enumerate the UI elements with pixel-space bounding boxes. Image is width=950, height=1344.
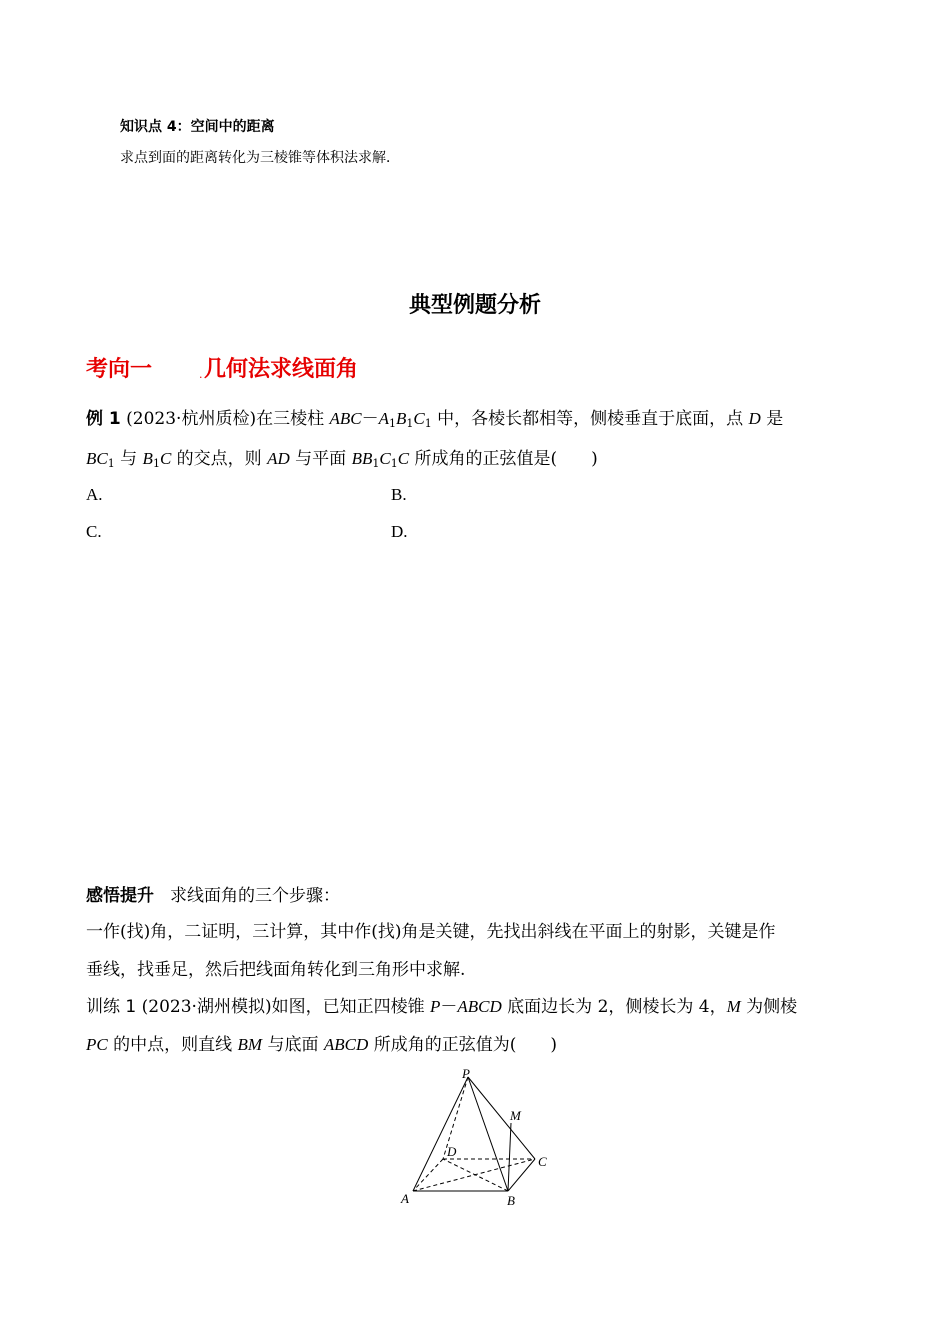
text-run: 如图，已知正四棱锥 (271, 997, 430, 1017)
subscript: 1 (424, 417, 432, 430)
text-run: 是 (760, 409, 784, 429)
edge-pc (468, 1077, 535, 1159)
text-run: 底面边长为 2，侧棱长为 4， (501, 997, 727, 1017)
insight-lead: 求线面角的三个步骤： (170, 886, 340, 906)
training-line-2 (86, 1035, 557, 1055)
text-run: 为侧棱 (740, 997, 798, 1017)
direction-dot: . (199, 368, 203, 381)
insight-line-1: 一作(找)角，二证明，三计算，其中作(找)角是关键，先找出斜线在平面上的射影，关键是作 (86, 922, 776, 942)
knowledge-point-text: 求点到面的距离转化为三棱锥等体积法求解． (120, 150, 400, 166)
training-label: 训练 1 (86, 997, 137, 1017)
subscript: 1 (107, 457, 115, 470)
section-title: 典型例题分析 (408, 293, 541, 318)
text-run: 的中点，则直线 (107, 1035, 238, 1055)
math-run: P (429, 997, 441, 1016)
text-run: － (440, 997, 458, 1017)
math-run: ABCD (457, 997, 502, 1016)
math-run: B (396, 409, 407, 428)
subscript: 1 (372, 457, 380, 470)
math-run: BB (351, 449, 373, 468)
math-run: B (142, 449, 153, 468)
label-a: A (401, 1191, 409, 1206)
edge-pa (413, 1077, 468, 1191)
training-source: (2023·湖州模拟) (141, 997, 272, 1017)
math-run: D (748, 409, 761, 428)
knowledge-point-title: 知识点 4：空间中的距离 (120, 119, 275, 135)
training-line-1 (86, 997, 797, 1017)
subscript: 1 (152, 457, 160, 470)
direction-label: 考向一 (86, 357, 153, 382)
direction-title: 几何法求线面角 (204, 357, 359, 382)
math-run: C (413, 409, 425, 428)
subscript: 1 (406, 417, 414, 430)
math-run: M (726, 997, 741, 1016)
text-run: 与平面 (289, 449, 352, 469)
math-run: ABC (329, 409, 362, 428)
example-source: (2023·杭州质检) (126, 409, 257, 429)
edge-bc (508, 1159, 535, 1191)
insight-label: 感悟提升 (86, 886, 154, 906)
text-run: 在三棱柱 (256, 409, 330, 429)
pyramid-figure (398, 1065, 558, 1210)
edge-da-hidden (413, 1159, 443, 1191)
math-run: AD (267, 449, 290, 468)
text-run: 与底面 (262, 1035, 324, 1055)
math-run: C (159, 449, 172, 468)
insight-heading (86, 886, 340, 906)
subscript: 1 (389, 417, 396, 430)
math-run: C (397, 449, 410, 468)
text-run: 中，各棱长都相等，侧棱垂直于底面，点 (431, 409, 749, 429)
edge-bm (508, 1123, 511, 1191)
math-run: ABCD (323, 1035, 369, 1054)
subscript: 1 (390, 457, 398, 470)
insight-line-2: 垂线，找垂足，然后把线面角转化到三角形中求解. (86, 960, 466, 980)
option-a: A. (86, 485, 103, 504)
text-run: 所成角的正弦值为( ) (368, 1035, 557, 1055)
label-m: M (510, 1108, 521, 1123)
text-run: 的交点，则 (171, 449, 268, 469)
option-b: B. (391, 485, 407, 504)
math-run: BC (86, 449, 108, 468)
math-run: BM (237, 1035, 263, 1054)
math-run: PC (86, 1035, 108, 1054)
option-d: D. (391, 522, 408, 541)
label-b: B (507, 1193, 515, 1208)
label-c: C (538, 1154, 547, 1169)
label-p: P (462, 1066, 470, 1081)
example-line-1 (86, 409, 783, 429)
option-c: C. (86, 522, 102, 541)
text-run: － (361, 409, 379, 429)
text-run: 与 (114, 449, 143, 469)
example-line-2 (86, 449, 598, 469)
example-label: 例 1 (86, 409, 121, 429)
math-run: A (378, 409, 389, 428)
label-d: D (447, 1144, 457, 1159)
text-run: 所成角的正弦值是( ) (409, 449, 598, 469)
math-run: C (379, 449, 391, 468)
edge-ac-hidden (413, 1159, 535, 1191)
